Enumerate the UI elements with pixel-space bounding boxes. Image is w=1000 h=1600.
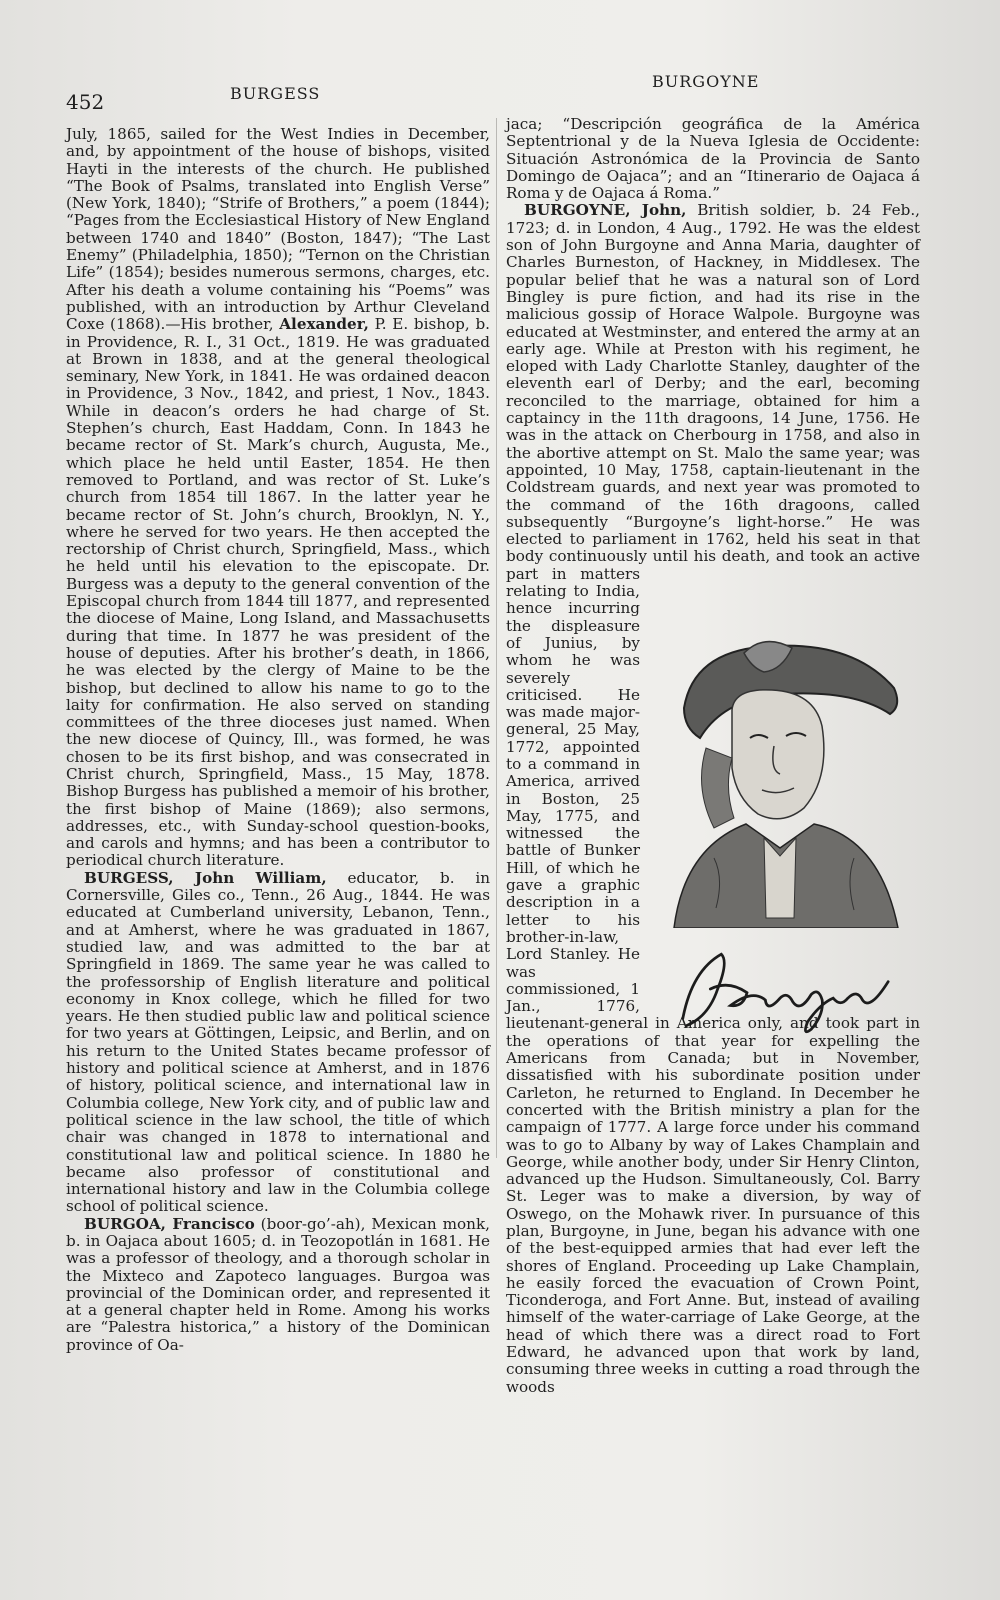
burgoa-francisco-entry [66,1216,490,1354]
paragraph-text: British soldier, b. 24 Feb., 1723; d. in London, 4 Aug., 1792. He was the eldest son of John Burgoyne and Anna Maria, daughter of Charles Burneston, of Hackney, in Middlesex. The popular belief that he was a natural son of Lord Bingley is pure fiction, and had its rise in the malicious gossip of Horace Walpole. Burgoyne was educated at Westminster, and entered the army at an early age. While at Preston with his regiment, he eloped with Lady Charlotte Stanley, daughter of the eleventh earl of Derby; and the earl, becoming reconciled to the marriage, obtained for him a captaincy in the 11th dragoons, 14 June, 1756. He was in the attack on Cherbourg in 1758, and also in the abortive attempt on St. Malo the same year; was appointed, 10 May, 1758, captain-lieutenant in the Coldstream guards, and next year was promoted to the command of the 16th dragoons, called subsequently “Burgoyne’s light-horse.” He was elected to parliament in 1762, held his seat in that body continuously until his death, and took an active [506,201,921,566]
page-number: 452 [66,90,105,114]
burgess-george-paragraph [66,126,490,870]
burgess-john-william-entry [66,870,490,1216]
entry-heading: BURGESS, John William, [84,868,327,887]
paragraph-text: jaca; “Descripción geográfica de la América Septentrional y de la Nueva Iglesia de Occidente: Situación Astronómica de la Provincia de Santo Domingo de Oajaca”; and an “Itinerario de Oajaca á Roma y de Oajaca á Roma.” [506,115,920,203]
portrait-figure [650,628,920,1048]
entry-heading: Alexander, [279,315,369,334]
left-running-head: BURGESS [230,84,321,103]
paragraph-text: (boor-go’-ah), Mexican monk, b. in Oajaca about 1605; d. in Teozopotlán in 1681. He was a professor of theology, and a thorough scholar in the Mixteco and Zapoteco languages. Burgoa was provincial of the Dominican order, and represented it at a general chapter held in Rome. Among his works are “Palestra historica,” a history of the Dominican province of Oa- [66,1214,490,1354]
entry-heading: BURGOA, Francisco [84,1214,255,1233]
burgoyne-portrait [650,628,910,928]
running-header [0,72,1000,118]
paragraph-text: P. E. bishop, b. in Providence, R. I., 31 Oct., 1819. He was graduated at Brown in 1838, and at the general theological seminary, New York, in 1841. He was ordained deacon in Providence, 3 Nov., 1842, and priest, 1 Nov., 1843. While in deacon’s orders he had charge of St. Stephen’s church, East Haddam, Conn. In 1843 he became rector of St. Mark’s church, Augusta, Me., which place he held until Easter, 1854. He then removed to Portland, and was rector of St. Luke’s church from 1854 till 1867. In the latter year he became rector of St. John’s church, Brooklyn, N. Y., where he served for two years. He then accepted the rectorship of Christ church, Springfield, Mass., which he held until his elevation to the episcopate. Dr. Burgess was a deputy to the general convention of the Episcopal church from 1844 till 1877, and represented the diocese of Maine, Long Island, and Massachusetts during that time. In 1877 he was president of the house of deputies. After his brother’s death, in 1866, he was elected by the clergy of Maine to be the bishop, but declined to allow his name to go to the laity for confirmation. He also served on standing committees of the three dioceses just named. When the new diocese of Quincy, Ill., was formed, he was chosen to be its first bishop, and was consecrated in Christ church, Springfield, Mass., 15 May, 1878. Bishop Burgess has published a memoir of his brother, the first bishop of Maine (1869); also sermons, addresses, etc., with Sunday-school question-books, and carols and hymns; and has been a contributor to periodical church literature. [66,315,490,870]
paragraph-text-continued: part in matters relating to India, hence incurring the displeasure of Junius, by whom he was severely criticised. He was made major-general, 25 May, 1772, appointed to a command in America, arrived in Boston, 25 May, 1775, and witnessed the battle of Bunker Hill, of which he gave a graphic description in a letter to his brother-in-law, Lord Stanley. He was commissioned, 1 Jan., 1776, lieutenant-general in America only, and took part in the operations of that year for expelling the Americans from Canada; but in November, dissatisfied with his subordinate position under Carleton, he returned to England. In December he concerted with the British ministry a plan for the campaign of 1777. A large force under his command was to go to Albany by way of Lakes Champlain and George, while another body, under Sir Henry Clinton, advanced up the Hudson. Simultaneously, Col. Barry St. Leger was to make a diversion, by way of Oswego, on the Mohawk river. In pursuance of this plan, Burgoyne, in June, began his advance with one of the best-equipped armies that had ever left the shores of England. Proceeding up Lake Champlain, he easily forced the evacuation of Crown Point, Ticonderoga, and Fort Anne. But, instead of availing himself of the water-carriage of Lake George, at the head of which there was a direct road to Fort Edward, he advanced upon that work by land, consuming three weeks in cutting a road through the woods [506,564,920,1396]
burgoa-continuation [506,116,920,202]
right-running-head: BURGOYNE [652,72,760,91]
paragraph-text: July, 1865, sailed for the West Indies in December, and, by appointment of the house of bishops, visited Hayti in the interests of the church. He published “The Book of Psalms, translated into English Verse” (New York, 1840); “Strife of Brothers,” a poem (1844); “Pages from the Ecclesiastical History of New England between 1740 and 1840” (Boston, 1847); “The Last Enemy” (Philadelphia, 1850); “Ternon on the Christian Life” (1854); besides numerous sermons, charges, etc. After his death a volume containing his “Poems” was published, with an introduction by Arthur Cleveland Coxe (1868).—His brother, [66,125,490,334]
column-divider [496,118,497,1158]
paragraph-text: educator, b. in Cornersville, Giles co., Tenn., 26 Aug., 1844. He was educated at Cumberland university, Lebanon, Tenn., and at Amherst, where he was graduated in 1867, studied law, and was admitted to the bar at Springfield in 1869. The same year he was called to the professorship of English literature and political economy in Knox college, which he filled for two years. He then studied public law and political science for two years at Göttingen, Leipsic, and Berlin, and on his return to the United States became professor of history and political science at Amherst, and in 1876 of history, political science, and international law in Columbia college, New York city, and of public law and political science in the law school, the title of which chair was changed in 1878 to international and constitutional law and political science. In 1880 he became also professor of constitutional and international history and law in the Columbia college school of political science. [66,868,490,1216]
left-column [66,126,490,1354]
burgoyne-signature [650,934,910,1044]
entry-heading: BURGOYNE, John, [524,201,687,220]
